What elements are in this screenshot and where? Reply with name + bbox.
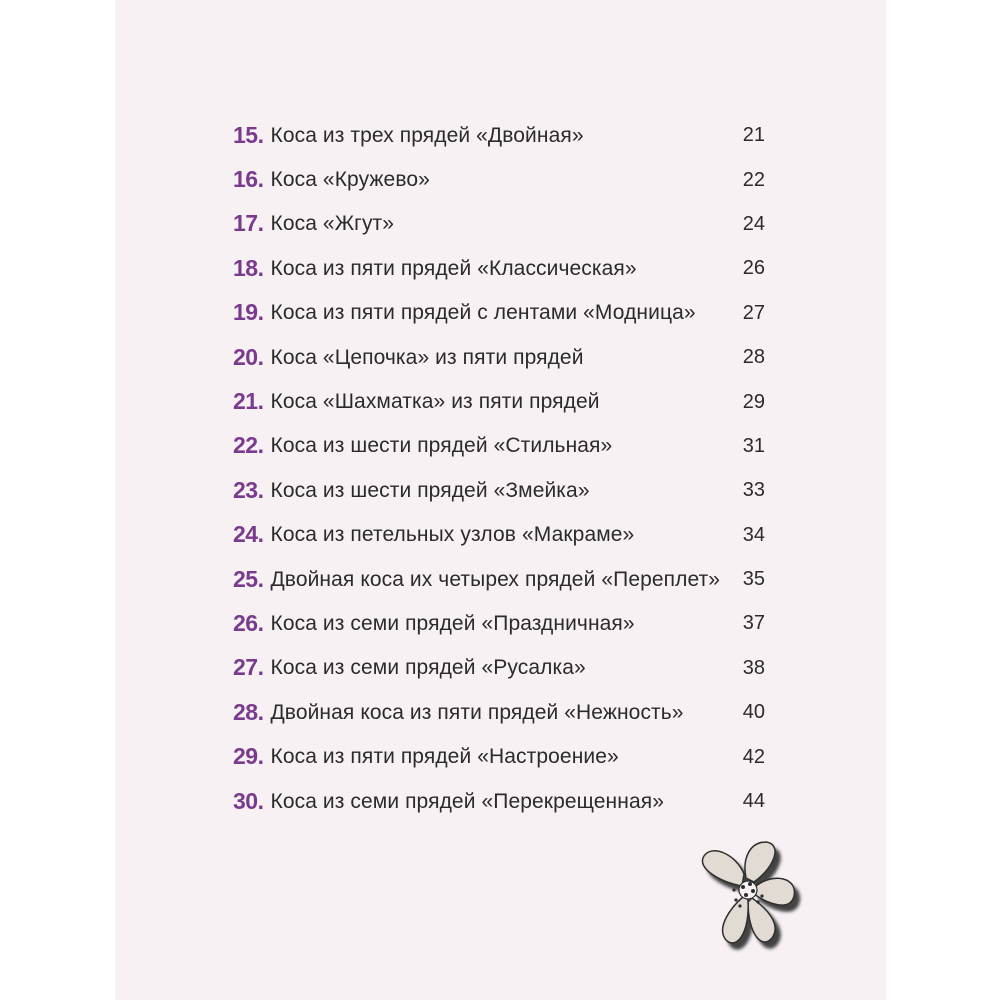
toc-entry-page: 24 (742, 212, 765, 235)
table-of-contents (233, 113, 765, 823)
toc-entry-page: 37 (742, 612, 765, 635)
toc-entry-page: 33 (742, 479, 765, 502)
toc-entry-title: Коса из пяти прядей «Настроение» (270, 745, 619, 769)
toc-entry-number: 24. (233, 521, 264, 548)
toc-entry-title: Коса из семи прядей «Перекрещенная» (270, 789, 664, 813)
toc-entry-page: 31 (742, 434, 765, 457)
toc-entry-title: Двойная коса их четырех прядей «Переплет» (270, 567, 721, 591)
toc-entry[interactable] (233, 335, 765, 379)
toc-entry-number: 29. (233, 743, 264, 770)
toc-entry[interactable] (233, 379, 765, 423)
toc-entry-page: 35 (742, 568, 765, 591)
toc-entry-title: Коса «Шахматка» из пяти прядей (270, 390, 600, 414)
toc-entry-page: 26 (742, 257, 765, 280)
toc-entry-page: 38 (742, 656, 765, 679)
toc-entry[interactable] (233, 202, 765, 246)
flower-icon (690, 838, 815, 953)
toc-entry-title: Коса из трех прядей «Двойная» (270, 123, 584, 147)
toc-entry[interactable] (233, 424, 765, 468)
toc-entry-number: 25. (233, 565, 264, 592)
toc-entry[interactable] (233, 468, 765, 512)
toc-entry[interactable] (233, 113, 765, 157)
toc-entry-page: 42 (742, 745, 765, 768)
toc-entry-title: Коса из шести прядей «Стильная» (270, 434, 613, 458)
toc-entry[interactable] (233, 734, 765, 778)
toc-entry-number: 28. (233, 698, 264, 725)
toc-entry-number: 20. (233, 343, 264, 370)
toc-entry-title: Коса из пяти прядей «Классическая» (270, 256, 637, 280)
toc-entry-page: 28 (742, 346, 765, 369)
toc-entry[interactable] (233, 291, 765, 335)
toc-entry-title: Коса из пяти прядей с лентами «Модница» (270, 301, 696, 325)
toc-entry-page: 34 (742, 523, 765, 546)
toc-entry-page: 29 (742, 390, 765, 413)
toc-entry[interactable] (233, 246, 765, 290)
toc-entry-title: Двойная коса из пяти прядей «Нежность» (270, 700, 684, 724)
toc-entry[interactable] (233, 601, 765, 645)
toc-entry[interactable] (233, 557, 765, 601)
toc-entry-title: Коса из шести прядей «Змейка» (270, 478, 590, 502)
toc-entry[interactable] (233, 779, 765, 823)
toc-entry-title: Коса из семи прядей «Русалка» (270, 656, 586, 680)
toc-entry[interactable] (233, 690, 765, 734)
toc-entry-number: 19. (233, 299, 264, 326)
toc-entry-page: 27 (742, 301, 765, 324)
toc-entry-number: 27. (233, 654, 264, 681)
toc-entry-number: 22. (233, 432, 264, 459)
toc-entry-number: 21. (233, 388, 264, 415)
toc-entry-page: 40 (742, 701, 765, 724)
toc-entry-number: 26. (233, 609, 264, 636)
toc-entry-page: 22 (742, 168, 765, 191)
toc-entry[interactable] (233, 157, 765, 201)
toc-entry-title: Коса из семи прядей «Праздничная» (270, 611, 635, 635)
toc-entry-title: Коса «Жгут» (270, 212, 395, 236)
toc-entry-number: 16. (233, 166, 264, 193)
toc-entry-title: Коса «Кружево» (270, 168, 430, 192)
toc-entry-number: 15. (233, 121, 264, 148)
toc-entry-number: 23. (233, 476, 264, 503)
toc-entry-number: 30. (233, 787, 264, 814)
toc-entry-title: Коса «Цепочка» из пяти прядей (270, 345, 584, 369)
toc-entry[interactable] (233, 646, 765, 690)
toc-entry-page: 44 (742, 790, 765, 813)
toc-entry-number: 18. (233, 254, 264, 281)
toc-entry-page: 21 (742, 124, 765, 147)
toc-entry[interactable] (233, 513, 765, 557)
toc-entry-number: 17. (233, 210, 264, 237)
toc-entry-title: Коса из петельных узлов «Макраме» (270, 523, 635, 547)
